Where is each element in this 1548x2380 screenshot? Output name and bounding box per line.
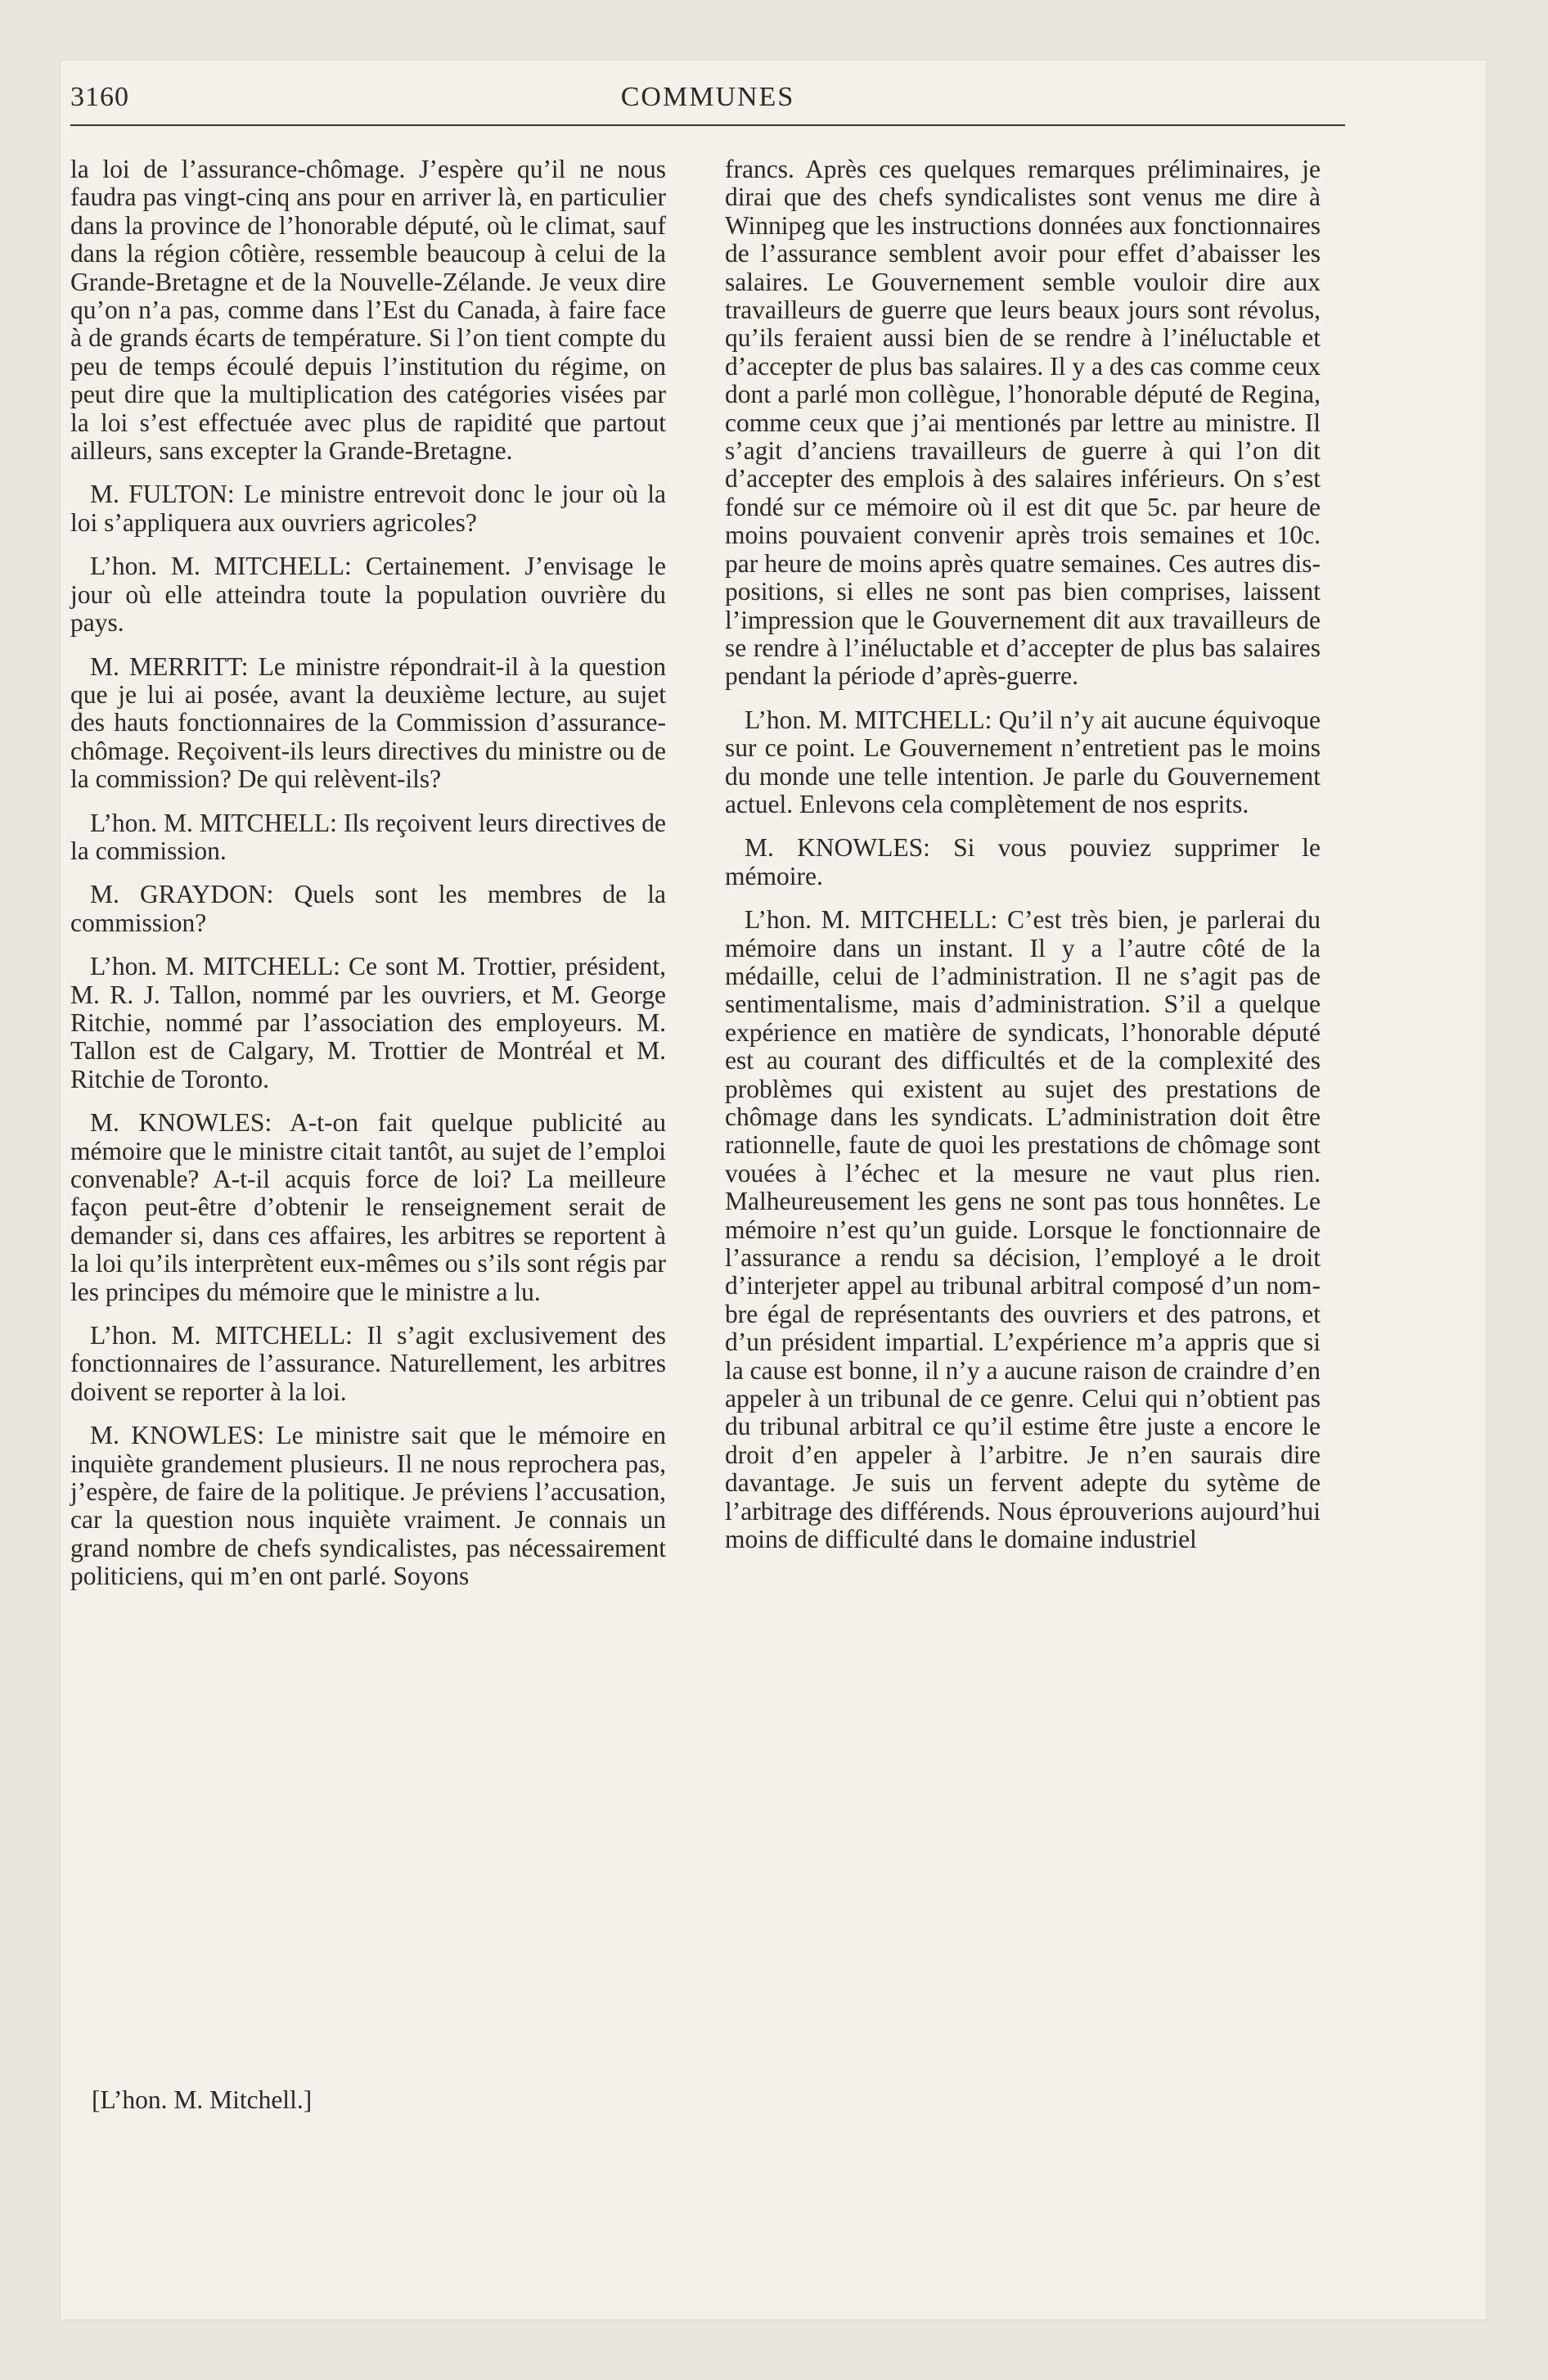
paragraph: M. GRAYDON: Quels sont les membres de la commission? (70, 880, 666, 937)
paragraph: L’hon. M. MITCHELL: Il s’agit exclusivement des fonctionnaires de l’assurance. Naturellement, les arbitres doivent se reporter à la loi. (70, 1321, 666, 1406)
right-column (725, 156, 1321, 1570)
paragraph: M. FULTON: Le ministre entrevoit donc le jour où la loi s’appliquera aux ouvriers agricoles? (70, 480, 666, 537)
paragraph: M. MERRITT: Le ministre répondrait-il à la question que je lui ai posée, avant la deuxième lecture, au sujet des hauts fonctionnaires de la Commission d’assurance-chômage. Reçoivent-ils leurs directives du ministre ou de la commission? De qui relèvent-ils? (70, 651, 666, 794)
paragraph: L’hon. M. MITCHELL: C’est très bien, je parlerai du mémoire dans un instant. Il y a l’autre côté de la médaille, celui de l’administration. Il ne s’agit pas de sentimentalisme, mais d’administration. S’il a quelque expérience en matière de syndicats, l’honorable député est au courant des difficultés et de la complexité des problèmes qui existent au sujet des prestations de chômage dans les syndicats. L’administration doit être rationnelle, faute de quoi les prestations de chômage sont vouées à l’échec et la mesure ne vaut plus rien. Malheureusement les gens ne sont pas tous honnêtes. Le mémoire n’est qu’un guide. Lorsque le fonctionnaire de l’assurance a rendu sa décision, l’employé a le droit d’interjeter appel au tribunal arbitral composé d’un nombre égal de représentants des ouvriers et des patrons, et d’un président impartial. L’expérience m’a appris que si la cause est bonne, il n’y a aucune raison de craindre d’en appeler à un tribunal de ce genre. Celui qui n’obtient pas du tribunal arbitral ce qu’il estime être juste a encore le droit d’en appeler à l’arbitre. Je n’en saurais dire davantage. Je suis un fervent adepte du sytème de l’arbitrage des différends. Nous éprouverions aujourd’hui moins de difficulté dans le domaine industriel (725, 905, 1321, 1554)
paragraph: M. KNOWLES: A-t-on fait quelque publicité au mémoire que le ministre citait tantôt, au sujet de l’emploi convenable? A-t-il acquis force de loi? La meilleure façon peut-être d’obtenir le renseignement serait de demander si, dans ces affaires, les arbitres se reportent à la loi qu’ils interprètent eux-mêmes ou s’ils sont régis par les principes du mémoire que le ministre a lu. (70, 1108, 666, 1306)
page-number: 3160 (70, 82, 129, 112)
header-rule (70, 124, 1345, 126)
left-column (70, 156, 666, 1607)
page-header (70, 74, 1345, 123)
paragraph: L’hon. M. MITCHELL: Certainement. J’envisage le jour où elle atteindra toute la population ouvrière du pays. (70, 552, 666, 638)
paragraph: francs. Après ces quelques remarques préliminaires, je dirai que des chefs syndicalistes sont venus me dire à Winnipeg que les instructions données aux fonctionnaires de l’assurance semblent avoir pour effet d’abaisser les salaires. Le Gouvernement semble vouloir dire aux travailleurs de guerre que leurs beaux jours sont révolus, qu’ils feraient aussi bien de se rendre à l’inéluctable et d’accepter de plus bas salaires. Il y a des cas comme ceux dont a parlé mon collègue, l’honorable député de Regina, comme ceux que j’ai mentionés par lettre au ministre. Il s’agit d’anciens travailleurs de guerre à qui l’on dit d’accepter des emplois à des salaires inférieurs. On s’est fondé sur ce mémoire où il est dit que 5c. par heure de moins pouvaient convenir après trois semaines et 10c. par heure de moins après quatre semaines. Ces autres dispositions, si elles ne sont pas bien comprises, laissent l’impression que le Gouvernement dit aux travailleurs de se rendre à l’inéluctable et d’accepter de plus bas salaires pendant la période d’après-guerre. (725, 155, 1321, 691)
paragraph: L’hon. M. MITCHELL: Qu’il n’y ait aucune équivoque sur ce point. Le Gouvernement n’entretient pas le moins du monde une telle intention. Je parle du Gouvernement actuel. Enlevons cela complètement de nos esprits. (725, 705, 1321, 818)
paragraph: M. KNOWLES: Si vous pouviez supprimer le mémoire. (725, 833, 1321, 890)
paragraph: la loi de l’assurance-chômage. J’espère qu’il ne nous faudra pas vingt-cinq ans pour en arriver là, en particulier dans la province de l’honorable député, où le climat, sauf dans la région côtière, ressemble beaucoup à celui de la Grande-Bretagne et de la Nouvelle-Zélande. Je veux dire qu’on n’a pas, comme dans l’Est du Canada, à faire face à de grands écarts de température. Si l’on tient compte du peu de temps écoulé depuis l’institution du régime, on peut dire que la multiplication des catégories visées par la loi s’est effectuée avec plus de rapidité que partout ailleurs, sans excepter la Grande-Bretagne. (70, 155, 666, 466)
running-title: COMMUNES (620, 82, 795, 112)
speaker-attribution: [L’hon. M. Mitchell.] (92, 2085, 313, 2114)
paragraph: L’hon. M. MITCHELL: Ce sont M. Trottier, président, M. R. J. Tallon, nommé par les ouvriers, et M. George Ritchie, nommé par l’association des employeurs. M. Tallon est de Calgary, M. Trottier de Montréal et M. Ritchie de Toronto. (70, 952, 666, 1093)
paragraph: M. KNOWLES: Le ministre sait que le mémoire en inquiète grandement plusieurs. Il ne nous reprochera pas, j’espère, de faire de la politique. Je préviens l’accusation, car la question nous inquiète vraiment. Je connais un grand nombre de chefs syndicalistes, pas nécessairement politiciens, qui m’en ont parlé. Soyons (70, 1421, 666, 1591)
paragraph: L’hon. M. MITCHELL: Ils reçoivent leurs directives de la commission. (70, 808, 666, 865)
